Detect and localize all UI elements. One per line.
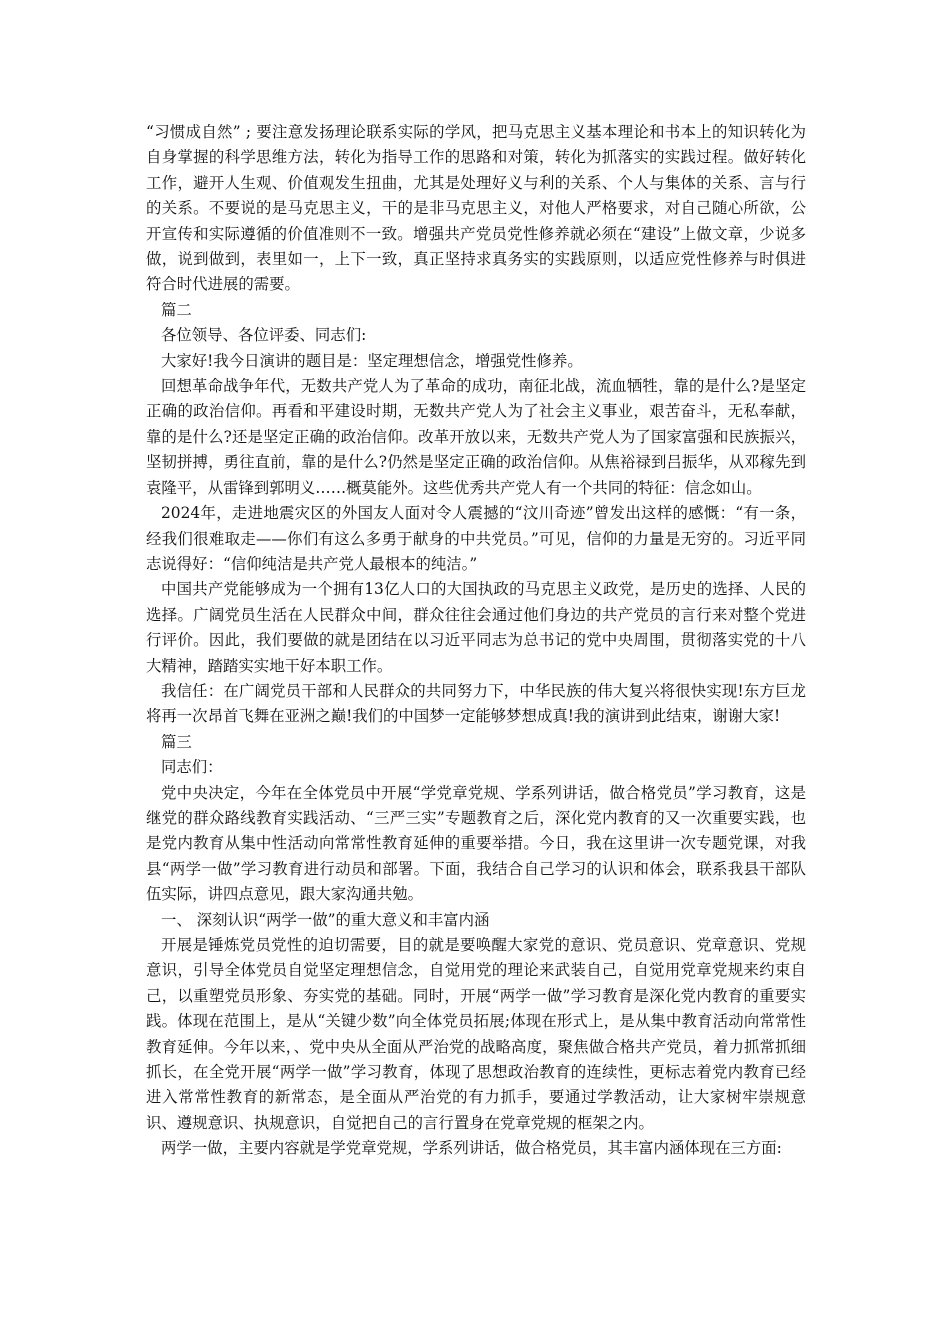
section-title-part-three: 篇三 [161,732,192,751]
paragraph: 2024年，走进地震灾区的外国友人面对令人震撼的“汶川奇迹”曾发出这样的感慨：“有一条，经我们很难取走——你们有这么多勇于献身的中共党员。”可见，信仰的力量是无穷的。习近平同志说得好：“信仰纯洁是共产党人最根本的纯洁。” [146,504,806,573]
paragraph: 开展是锤炼党员党性的迫切需要，目的就是要唤醒大家党的意识、党员意识、党章意识、党规意识，引导全体党员自觉坚定理想信念，自觉用党的理论来武装自己，自觉用党章党规来约束自己，以重塑党员形象、夯实党的基础。同时，开展“两学一做”学习教育是深化党内教育的重要实践。体现在范围上，是从“关键少数”向全体党员拓展;体现在形式上，是从集中教育活动向常常性教育延伸。今年以来，、党中央从全面从严治党的战略高度，聚焦做合格共产党员，着力抓常抓细抓长，在全党开展“两学一做”学习教育，体现了思想政治教育的连续性，更标志着党内教育已经进入常常性教育的新常态，是全面从严治党的有力抓手，要通过学教活动，让大家树牢崇规意识、遵规意识、执规意识，自觉把自己的言行置身在党章党规的框架之内。 [146,936,806,1132]
paragraph: 两学一做，主要内容就是学党章党规，学系列讲话，做合格党员，其丰富内涵体现在三方面: [161,1139,782,1158]
section-title-part-two: 篇二 [161,300,192,319]
speech-intro: 大家好!我今日演讲的题目是：坚定理想信念，增强党性修养。 [161,351,583,370]
paragraph: 中国共产党能够成为一个拥有13亿人口的大国执政的马克思主义政党，是历史的选择、人民的选择。广阔党员生活在人民群众中间，群众往往会通过他们身边的共产党员的言行来对整个党进行评价。因此，我们要做的就是团结在以习近平同志为总书记的党中央周围，贯彻落实党的十八大精神，踏踏实实地干好本职工作。 [146,580,806,675]
paragraph: 党中央决定，今年在全体党员中开展“学党章党规、学系列讲话，做合格党员”学习教育，这是继党的群众路线教育实践活动、“三严三实”专题教育之后，深化党内教育的又一次重要实践，也是党内教育从集中性活动向常常性教育延伸的重要举措。今日，我在这里讲一次专题党课，对我县“两学一做”学习教育进行动员和部署。下面，我结合自己学习的认识和体会，联系我县干部队伍实际，讲四点意见，跟大家沟通共勉。 [146,783,806,904]
paragraph: 我信任：在广阔党员干部和人民群众的共同努力下，中华民族的伟大复兴将很快实现!东方巨龙将再一次昂首飞舞在亚洲之巅!我们的中国梦一定能够梦想成真!我的演讲到此结束，谢谢大家! [146,681,806,726]
document-page [146,120,806,1162]
paragraph-continuation: “习惯成自然” ; 要注意发扬理论联系实际的学风，把马克思主义基本理论和书本上的知识转化为自身掌握的科学思维方法，转化为指导工作的思路和对策，转化为抓落实的实践过程。做好转化工作，避开人生观、价值观发生扭曲，尤其是处理好义与利的关系、个人与集体的关系、言与行的关系。不要说的是马克思主义，干的是非马克思主义，对他人严格要求，对自己随心所欲，公开宣传和实际遵循的价值准则不一致。增强共产党员党性修养就必须在“建设”上做文章，少说多做，说到做到，表里如一，上下一致，真正坚持求真务实的实践原则，以适应党性修养与时俱进符合时代进展的需要。 [146,123,806,294]
salutation: 各位领导、各位评委、同志们: [161,326,367,345]
subsection-heading: 一、 深刻认识“两学一做”的重大意义和丰富内涵 [161,910,490,929]
salutation: 同志们： [161,758,223,777]
paragraph: 回想革命战争年代，无数共产党人为了革命的成功，南征北战，流血牺牲，靠的是什么?是坚定正确的政治信仰。再看和平建设时期，无数共产党人为了社会主义事业，艰苦奋斗，无私奉献，靠的是什么?还是坚定正确的政治信仰。改革开放以来，无数共产党人为了国家富强和民族振兴，坚韧拼搏，勇往直前，靠的是什么?仍然是坚定正确的政治信仰。从焦裕禄到吕振华，从邓稼先到袁隆平，从雷锋到郭明义……概莫能外。这些优秀共产党人有一个共同的特征：信念如山。 [146,377,806,497]
